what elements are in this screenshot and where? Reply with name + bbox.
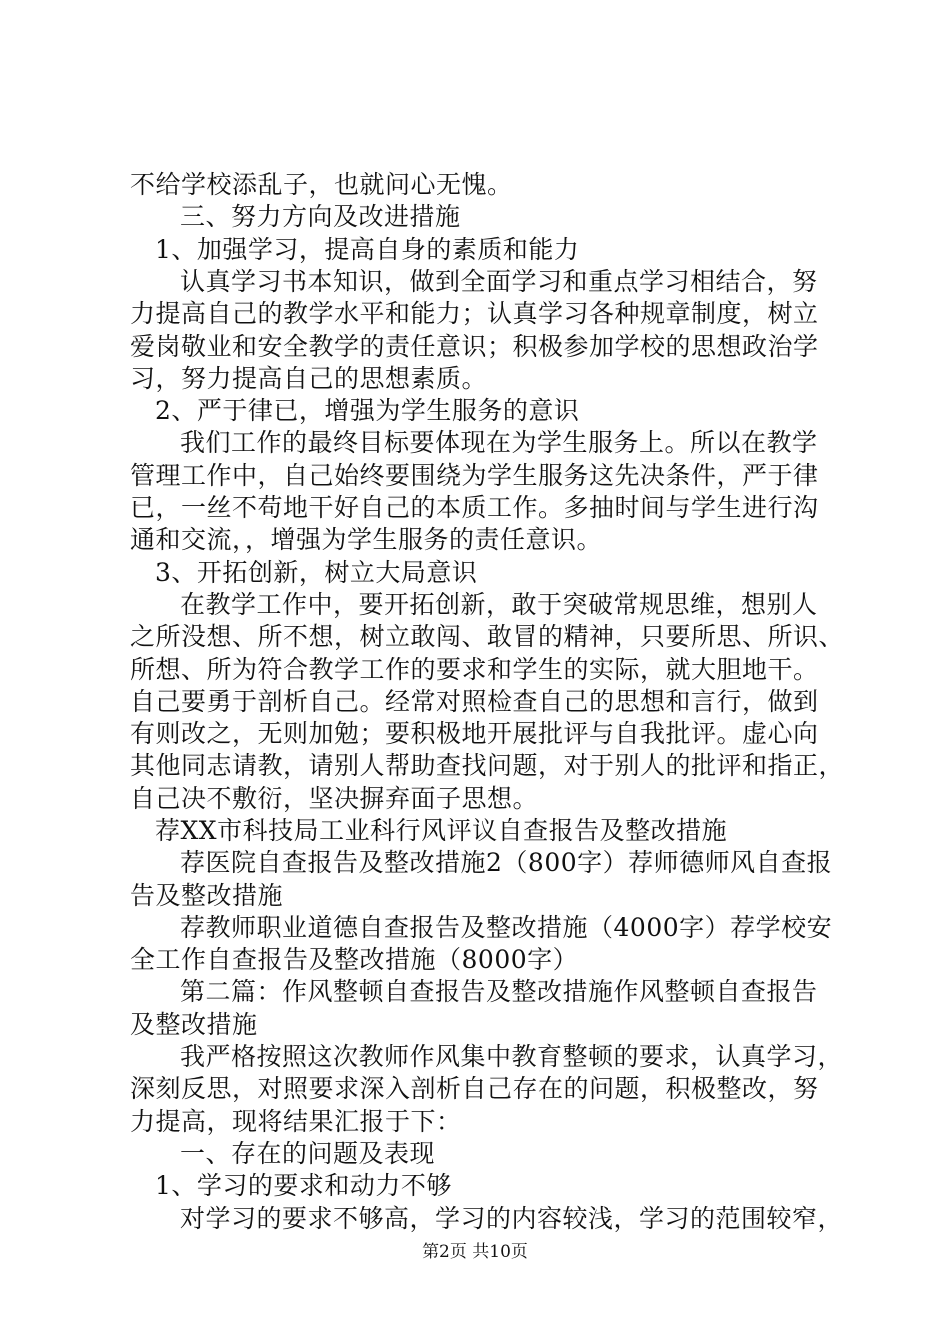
subsection-heading: 1、学习的要求和动力不够 <box>155 1171 452 1200</box>
text-line: 通和交流，，增强为学生服务的责任意识。 <box>130 525 603 554</box>
subsection-heading: 2、严于律已，增强为学生服务的意识 <box>155 396 580 425</box>
text-line: 认真学习书本知识，做到全面学习和重点学习相结合，努 <box>180 267 818 296</box>
text-line: 在教学工作中，要开拓创新，敢于突破常规思维，想别人 <box>180 590 818 619</box>
text-line: 我严格按照这次教师作风集中教育整顿的要求，认真学习， <box>180 1042 844 1071</box>
text-line: 对学习的要求不够高，学习的内容较浅，学习的范围较窄， <box>180 1204 844 1233</box>
text-line: 深刻反思，对照要求深入剖析自己存在的问题，积极整改，努 <box>130 1074 819 1103</box>
section-heading: 一、存在的问题及表现 <box>180 1139 436 1168</box>
chapter-heading: 第二篇：作风整顿自查报告及整改措施作风整顿自查报告 <box>180 977 818 1006</box>
text-line: 力提高，现将结果汇报于下： <box>130 1107 462 1136</box>
subsection-heading: 1、加强学习，提高自身的素质和能力 <box>155 235 580 264</box>
text-line: 全工作自查报告及整改措施（8000字） <box>130 945 579 974</box>
text-line: 已，一丝不苟地干好自己的本质工作。多抽时间与学生进行沟 <box>130 493 819 522</box>
recommended-link: 荐XX市科技局工业科行风评议自查报告及整改措施 <box>155 816 728 845</box>
text-line: 有则改之，无则加勉；要积极地开展批评与自我批评。虚心向 <box>130 719 819 748</box>
section-heading: 三、努力方向及改进措施 <box>180 202 461 231</box>
recommended-link: 荐教师职业道德自查报告及整改措施（4000字）荐学校安 <box>180 913 833 942</box>
recommended-link: 荐医院自查报告及整改措施2（800字）荐师德师风自查报 <box>180 848 833 877</box>
text-line: 其他同志请教，请别人帮助查找问题，对于别人的批评和指正， <box>130 751 845 780</box>
text-line: 之所没想、所不想，树立敢闯、敢冒的精神，只要所思、所识、 <box>130 622 845 651</box>
text-line: 我们工作的最终目标要体现在为学生服务上。所以在教学 <box>180 428 818 457</box>
text-line: 管理工作中，自己始终要围绕为学生服务这先决条件，严于律 <box>130 461 819 490</box>
page-number-footer: 第2页 共10页 <box>422 1242 528 1262</box>
text-line: 自己要勇于剖析自己。经常对照检查自己的思想和言行，做到 <box>130 687 819 716</box>
text-line: 自己决不敷衍，坚决摒弃面子思想。 <box>130 784 539 813</box>
text-line: 力提高自己的教学水平和能力；认真学习各种规章制度，树立 <box>130 299 819 328</box>
text-line: 及整改措施 <box>130 1010 258 1039</box>
text-line: 不给学校添乱子，也就问心无愧。 <box>130 170 513 199</box>
subsection-heading: 3、开拓创新，树立大局意识 <box>155 558 478 587</box>
text-line: 所想、所为符合教学工作的要求和学生的实际，就大胆地干。 <box>130 655 819 684</box>
text-line: 告及整改措施 <box>130 881 284 910</box>
text-line: 习，努力提高自己的思想素质。 <box>130 364 488 393</box>
text-line: 爱岗敬业和安全教学的责任意识；积极参加学校的思想政治学 <box>130 332 819 361</box>
